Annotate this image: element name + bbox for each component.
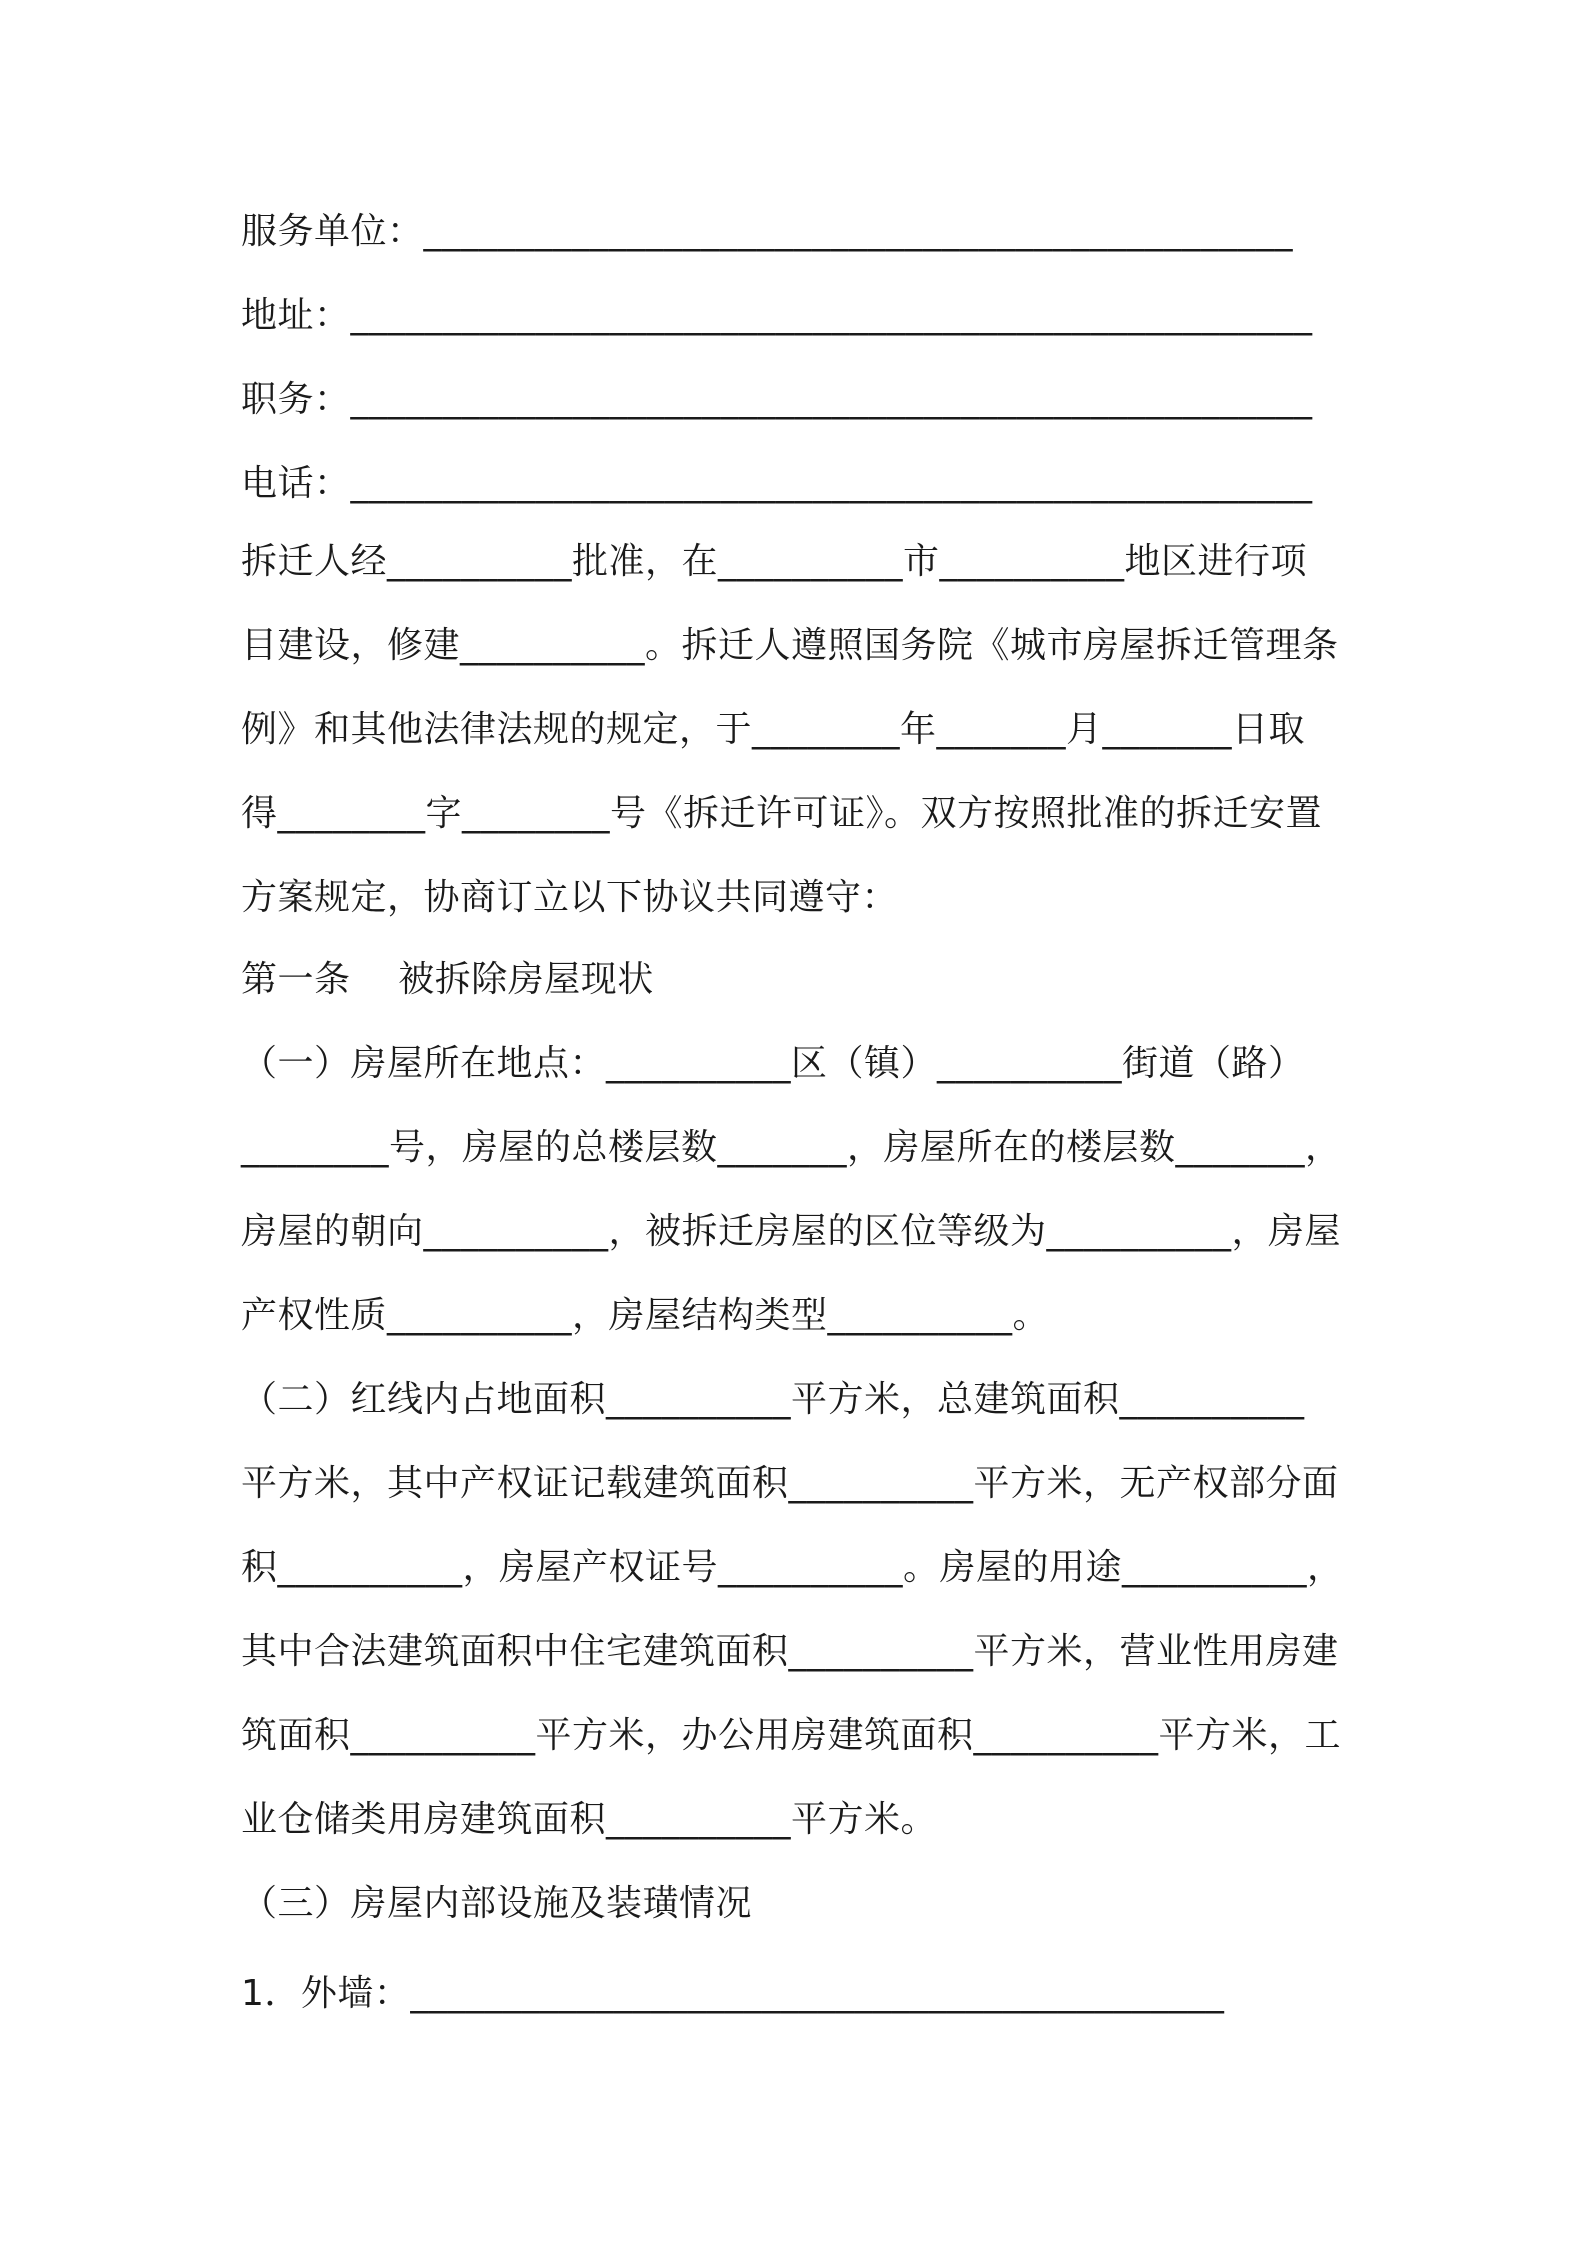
- section-line: 积__________，房屋产权证号__________。房屋的用途__________，: [241, 1547, 1344, 1588]
- paragraph-line: 拆迁人经__________批准，在__________市__________地区进行项: [241, 541, 1308, 582]
- field-phone: 电话：____________________________________________________: [241, 463, 1313, 504]
- field-service-unit: 服务单位：_______________________________________________: [241, 211, 1294, 252]
- section-line: （二）红线内占地面积__________平方米，总建筑面积__________: [241, 1379, 1305, 1420]
- field-exterior-wall: 1．外墙：____________________________________________: [241, 1973, 1225, 2014]
- field-address: 地址：____________________________________________________: [241, 295, 1313, 336]
- article-heading: 第一条 被拆除房屋现状: [241, 959, 654, 1000]
- paragraph-line: 方案规定，协商订立以下协议共同遵守：: [241, 877, 899, 918]
- section-line: 业仓储类用房建筑面积__________平方米。: [241, 1799, 938, 1840]
- field-position: 职务：____________________________________________________: [241, 379, 1313, 420]
- section-line: 筑面积__________平方米，办公用房建筑面积__________平方米，工: [241, 1715, 1342, 1756]
- section-line: 产权性质__________，房屋结构类型__________。: [241, 1295, 1050, 1336]
- paragraph-line: 得________字________号《拆迁许可证》。双方按照批准的拆迁安置: [241, 793, 1323, 834]
- section-line: 平方米，其中产权证记载建筑面积__________平方米，无产权部分面: [241, 1463, 1339, 1504]
- section-line: ________号，房屋的总楼层数_______，房屋所在的楼层数_______，: [241, 1127, 1342, 1168]
- subsection-heading: （三）房屋内部设施及装璜情况: [241, 1883, 753, 1924]
- paragraph-line: 目建设，修建__________。拆迁人遵照国务院《城市房屋拆迁管理条: [241, 625, 1339, 666]
- section-line: 其中合法建筑面积中住宅建筑面积__________平方米，营业性用房建: [241, 1631, 1339, 1672]
- section-line: 房屋的朝向__________，被拆迁房屋的区位等级为__________，房屋: [241, 1211, 1342, 1252]
- paragraph-line: 例》和其他法律法规的规定，于________年_______月_______日取: [241, 709, 1306, 750]
- section-line: （一）房屋所在地点：__________区（镇）__________街道（路）: [241, 1043, 1305, 1084]
